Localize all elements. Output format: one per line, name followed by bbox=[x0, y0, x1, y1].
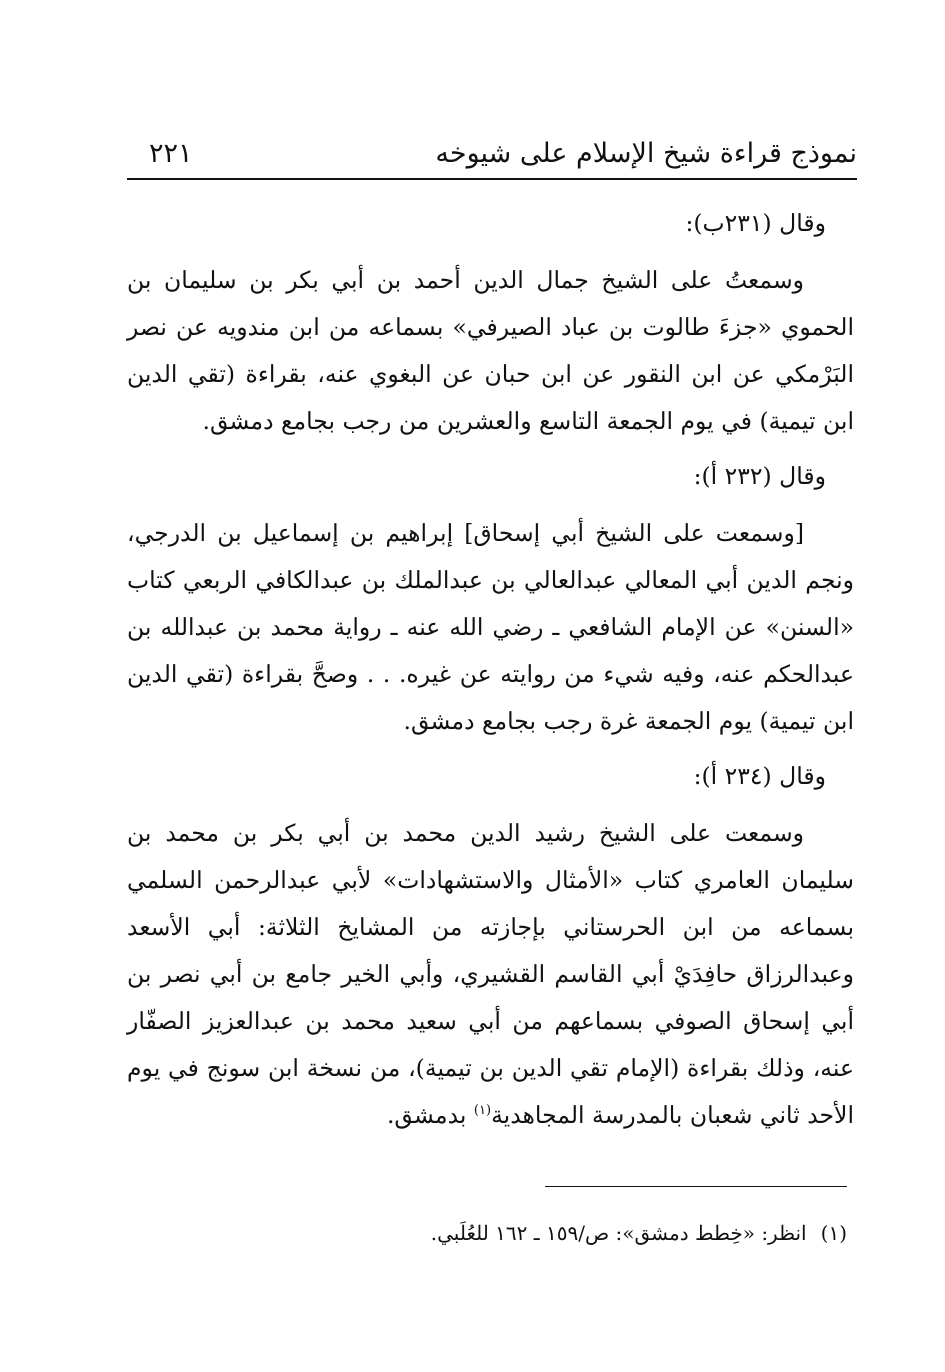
running-header bbox=[127, 132, 857, 180]
entry-paragraph: [وسمعت على الشيخ أبي إسحاق] إبراهيم بن إسماعيل بن الدرجي، ونجم الدين أبي المعالي عبدالعالي بن عبدالملك بن عبدالكافي الربعي كتاب «السنن» عن الإمام الشافعي ـ رضي الله عنه ـ رواية محمد بن عبدالله بن عبدالحكم عنه، وفيه شيء من روايته عن غيره. . . وصحَّ بقراءة (تقي الدين ابن تيمية) يوم الجمعة غرة رجب بجامع دمشق. bbox=[127, 519, 854, 735]
running-title: نموذج قراءة شيخ الإسلام على شيوخه bbox=[435, 138, 857, 169]
footnote-divider bbox=[545, 1186, 847, 1187]
entry-paragraph: وسمعتُ على الشيخ جمال الدين أحمد بن أبي بكر بن سليمان بن الحموي «جزءَ طالوت بن عباد الصيرفي» بسماعه من ابن مندويه عن نصر البَرْمكي عن ابن النقور عن ابن حبان عن البغوي عنه، بقراءة (تقي الدين ابن تيمية) في يوم الجمعة التاسع والعشرين من رجب بجامع دمشق. bbox=[127, 266, 854, 435]
footnote-reference[interactable]: (١) bbox=[473, 1103, 492, 1119]
footnote bbox=[127, 1218, 847, 1248]
entry-heading: وقال (٢٣١ب): bbox=[685, 209, 826, 237]
page-number: ٢٢١ bbox=[149, 138, 193, 169]
page-body bbox=[127, 200, 854, 1139]
entry-heading: وقال (٢٣٢ أ): bbox=[693, 462, 826, 490]
footnote-marker: (١) bbox=[820, 1221, 847, 1245]
entry-heading: وقال (٢٣٤ أ): bbox=[693, 762, 826, 790]
entry-paragraph-text: وسمعت على الشيخ رشيد الدين محمد بن أبي بكر بن محمد بن سليمان العامري كتاب «الأمثال والاستشهادات» لأبي عبدالرحمن السلمي بسماعه من ابن الحرستاني بإجازته من المشايخ الثلاثة: أبي الأسعد وعبدالرزاق حافِدَيْ أبي القاسم القشيري، وأبي الخير جامع بن أبي نصر بن أبي إسحاق الصوفي بسماعهم من أبي سعيد محمد بن عبدالعزيز الصفّار عنه، وذلك بقراءة (الإمام تقي الدين بن تيمية)، من نسخة ابن سونج في يوم الأحد ثاني شعبان بالمدرسة المجاهدية bbox=[127, 819, 854, 1129]
entry-paragraph-end: بدمشق. bbox=[386, 1101, 474, 1129]
entry-paragraph bbox=[127, 810, 854, 1139]
footnote-text: انظر: «خِطط دمشق»: ص/١٥٩ ـ ١٦٢ للعُلَبي. bbox=[430, 1221, 807, 1245]
